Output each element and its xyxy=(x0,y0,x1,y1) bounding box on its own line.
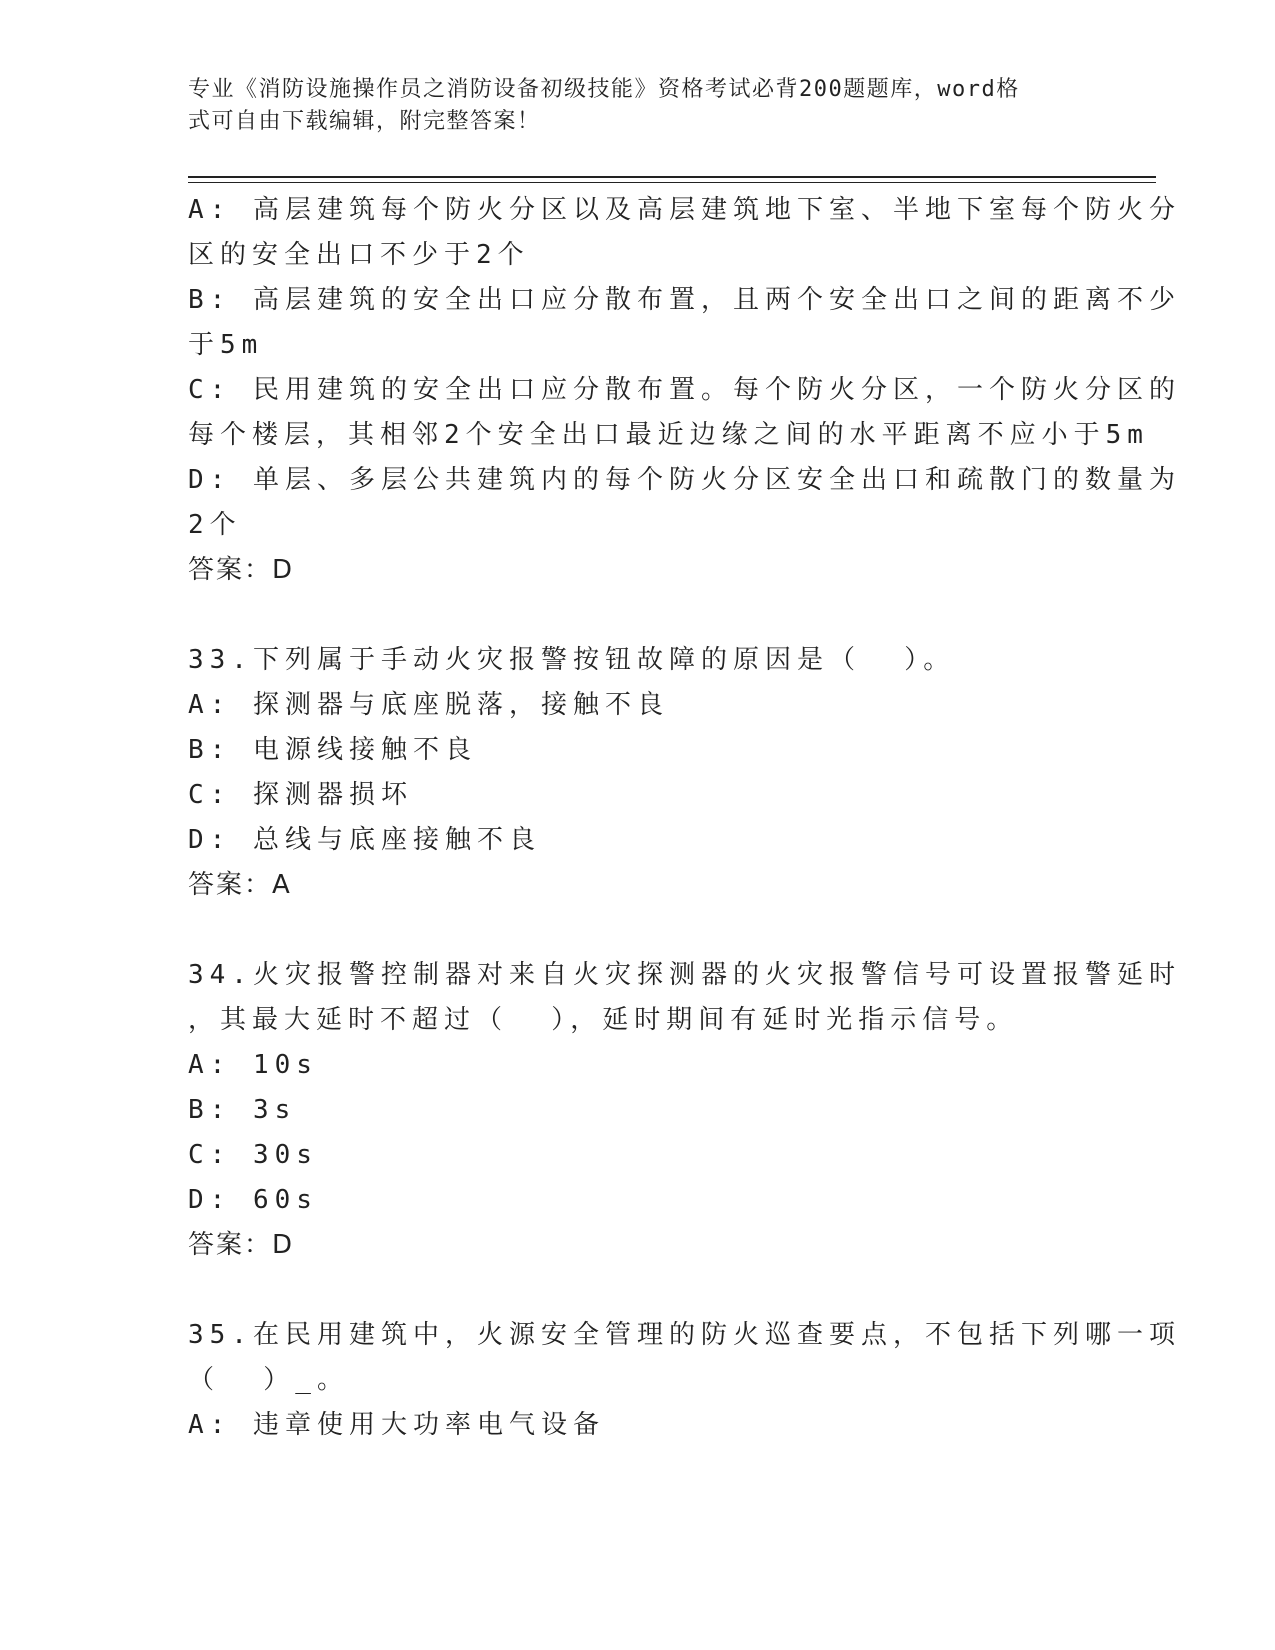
spacer xyxy=(188,1268,1088,1313)
q32-option-a-line-1: A: 高层建筑每个防火分区以及高层建筑地下室、半地下室每个防火分 xyxy=(188,195,1181,225)
q33-option-b: B: 电源线接触不良 xyxy=(188,735,477,765)
q32-option-b-line-2: 于5m xyxy=(188,330,264,360)
q32-option-d-line-1: D: 单层、多层公共建筑内的每个防火分区安全出口和疏散门的数量为 xyxy=(188,465,1181,495)
spacer xyxy=(188,908,1088,953)
question-34-block xyxy=(188,953,1181,1268)
q34-question-line-2: ，其最大延时不超过（ ），延时期间有延时光指示信号。 xyxy=(188,1005,1019,1035)
q33-answer: 答案：A xyxy=(188,870,292,900)
question-content xyxy=(188,188,1181,1448)
q32-option-c-line-1: C: 民用建筑的安全出口应分散布置。每个防火分区，一个防火分区的 xyxy=(188,375,1181,405)
q34-option-a: A: 10s xyxy=(188,1050,318,1080)
q34-answer: 答案：D xyxy=(188,1230,295,1260)
q32-option-c-line-2: 每个楼层，其相邻2个安全出口最近边缘之间的水平距离不应小于5m xyxy=(188,420,1149,450)
q32-option-d-line-2: 2个 xyxy=(188,510,242,540)
spacer xyxy=(188,593,1088,638)
header-title-line-1: 专业《消防设施操作员之消防设备初级技能》资格考试必背200题题库，word格 xyxy=(188,77,1020,102)
q33-question-text: 33.下列属于手动火灾报警按钮故障的原因是（ ）。 xyxy=(188,645,956,675)
q33-option-c: C: 探测器损坏 xyxy=(188,780,413,810)
q34-question-line-1: 34.火灾报警控制器对来自火灾探测器的火灾报警信号可设置报警延时 xyxy=(188,960,1181,990)
question-32-block xyxy=(188,188,1181,593)
q34-option-c: C: 30s xyxy=(188,1140,318,1170)
q35-question-line-2: （ ）_。 xyxy=(188,1365,349,1395)
q33-option-a: A: 探测器与底座脱落，接触不良 xyxy=(188,690,669,720)
question-33-block xyxy=(188,638,1088,908)
q35-question-line-1: 35.在民用建筑中，火源安全管理的防火巡查要点，不包括下列哪一项 xyxy=(188,1320,1181,1350)
header-divider-thick xyxy=(188,176,1156,178)
q32-option-b-line-1: B: 高层建筑的安全出口应分散布置，且两个安全出口之间的距离不少 xyxy=(188,285,1181,315)
q32-answer: 答案：D xyxy=(188,555,295,585)
q34-option-d: D: 60s xyxy=(188,1185,318,1215)
header-divider-thin xyxy=(188,182,1156,183)
q34-option-b: B: 3s xyxy=(188,1095,297,1125)
q33-option-d: D: 总线与底座接触不良 xyxy=(188,825,541,855)
q32-option-a-line-2: 区的安全出口不少于2个 xyxy=(188,240,530,270)
q35-option-a: A: 违章使用大功率电气设备 xyxy=(188,1410,605,1440)
question-35-block xyxy=(188,1313,1181,1448)
document-header xyxy=(188,74,1068,138)
header-title-line-2: 式可自由下载编辑，附完整答案！ xyxy=(188,109,541,134)
